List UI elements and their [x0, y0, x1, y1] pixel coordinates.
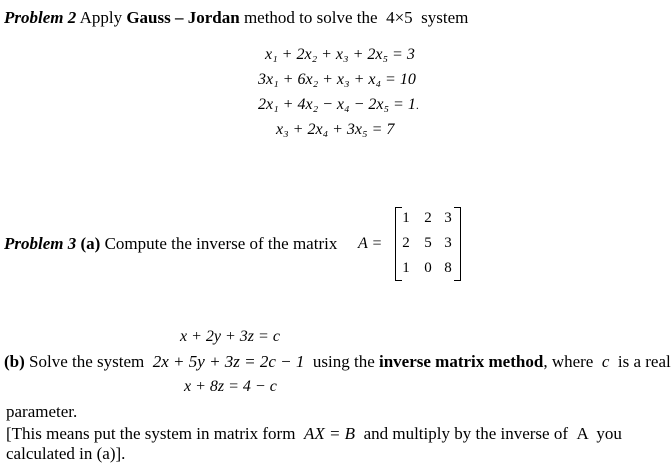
hint-line-1: [This means put the system in matrix form AX = B and multiply by the inverse of A you	[6, 424, 622, 443]
part-a-text: Compute the inverse of the matrix	[104, 234, 338, 253]
matrix-cell: 3	[444, 210, 452, 226]
inverse-matrix-method: inverse matrix method	[379, 352, 544, 371]
trailing-dot: .	[415, 98, 419, 112]
problem-2-statement	[4, 8, 468, 28]
matrix-cell: 8	[444, 260, 452, 276]
part-b-label: (b)	[4, 352, 25, 371]
problem-2-intro: Apply	[79, 8, 123, 27]
problem-3b-statement	[4, 352, 671, 372]
problem-3-label: Problem 3	[4, 234, 77, 253]
problem-2-label: Problem 2	[4, 8, 77, 27]
part-a-label: (a)	[80, 234, 101, 253]
matrix-a	[395, 207, 461, 279]
matrix-a-ref: A	[576, 424, 588, 443]
problem-2-tail: method to solve the	[243, 8, 378, 27]
system-equation-3: x + 8z = 4 − c	[184, 378, 277, 395]
matrix-name: A =	[358, 235, 383, 252]
matrix-form-equation: AX = B	[303, 424, 356, 443]
equation-4: x₃ + 2x₄ + 3x₅ = 7	[276, 121, 395, 138]
parameter-text: parameter.	[6, 402, 78, 421]
using-the: using the	[312, 352, 375, 371]
problem-2-tail2: system	[421, 8, 469, 27]
system-equation-1: x + 2y + 3z = c	[180, 328, 280, 345]
gauss-jordan-method: Gauss – Jordan	[126, 8, 240, 27]
equation-3: 2x₁ + 4x₂ − x₄ − 2x₅ = 1.	[258, 96, 419, 113]
is-real-text: is a real	[617, 352, 671, 371]
matrix-cell: 1	[402, 210, 410, 226]
system-equation-2: 2x + 5y + 3z = 2c − 1	[152, 352, 305, 371]
c-variable: c	[601, 352, 610, 371]
hint-line-2: calculated in (a)].	[6, 444, 126, 463]
where-text: , where	[543, 352, 594, 371]
system-size: 4×5	[386, 8, 413, 27]
right-bracket	[454, 207, 461, 281]
problem-3a-statement	[4, 234, 337, 254]
matrix-cell: 3	[444, 235, 452, 251]
matrix-cell: 2	[402, 235, 410, 251]
equation-1: x₁ + 2x₂ + x₃ + 2x₅ = 3	[265, 46, 415, 63]
part-b-text: Solve the system	[29, 352, 145, 371]
matrix-cell: 1	[402, 260, 410, 276]
matrix-cell: 5	[424, 235, 432, 251]
matrix-cell: 0	[424, 260, 432, 276]
equation-2: 3x₁ + 6x₂ + x₃ + x₄ = 10	[258, 71, 416, 88]
matrix-cell: 2	[424, 210, 432, 226]
